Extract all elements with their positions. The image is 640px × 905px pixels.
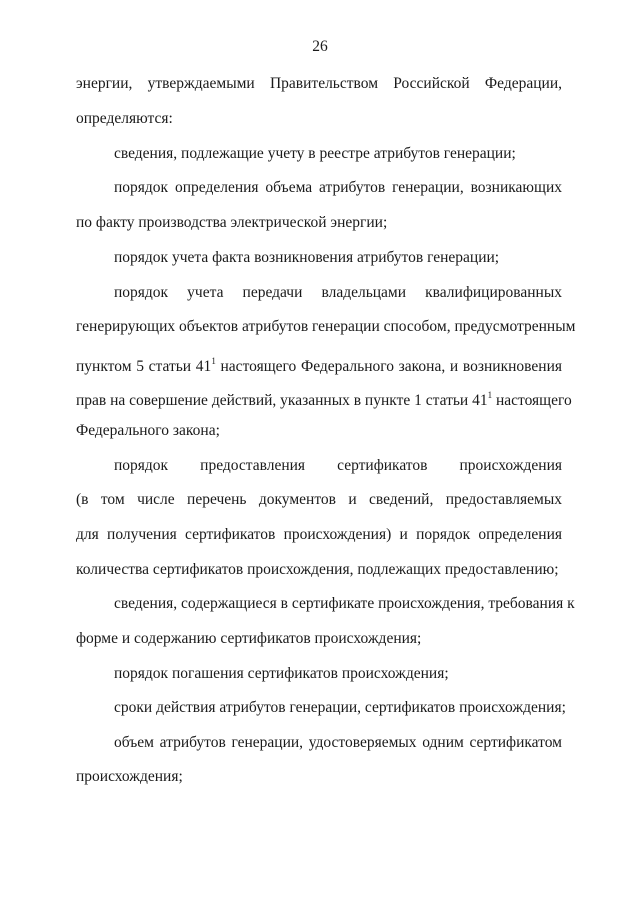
line-text: пунктом 5 статьи 41 [76,358,212,376]
body-line: порядок учета факта возникновения атрибутов генерации; [114,249,500,266]
body-line: определяются: [76,110,173,127]
body-line: Федерального закона; [76,422,220,439]
line-text: настоящего [492,392,572,410]
body-line-with-superscript [76,386,572,410]
body-line: сроки действия атрибутов генерации, сертификатов происхождения; [114,699,566,716]
body-line: сведения, подлежащие учету в реестре атрибутов генерации; [114,145,516,162]
line-text: настоящего Федерального закона, и возникновения [215,358,562,376]
superscript: 1 [487,390,493,400]
body-line: сведения, содержащиеся в сертификате происхождения, требования к [114,595,575,612]
body-line: (в том числе перечень документов и сведений, предоставляемых [76,491,562,508]
body-line: количества сертификатов происхождения, подлежащих предоставлению; [76,561,559,578]
body-line: порядок определения объема атрибутов генерации, возникающих [114,179,562,196]
body-line: по факту производства электрической энергии; [76,214,388,231]
body-line: форме и содержанию сертификатов происхождения; [76,630,422,647]
body-line: порядок погашения сертификатов происхождения; [114,665,449,682]
body-line-with-superscript [76,352,562,376]
body-line: происхождения; [76,768,183,785]
superscript: 1 [211,356,216,366]
line-text: прав на совершение действий, указанных в пункте 1 статьи 41 [76,392,488,410]
body-line: порядок предоставления сертификатов происхождения [114,457,562,474]
body-line: генерирующих объектов атрибутов генерации способом, предусмотренным [76,318,576,335]
body-line: объем атрибутов генерации, удостоверяемых одним сертификатом [114,734,562,751]
page-number: 26 [312,38,328,55]
body-line: для получения сертификатов происхождения) и порядок определения [76,526,562,543]
body-line: порядок учета передачи владельцами квалифицированных [114,284,562,301]
body-line: энергии, утверждаемыми Правительством Российской Федерации, [76,75,562,92]
